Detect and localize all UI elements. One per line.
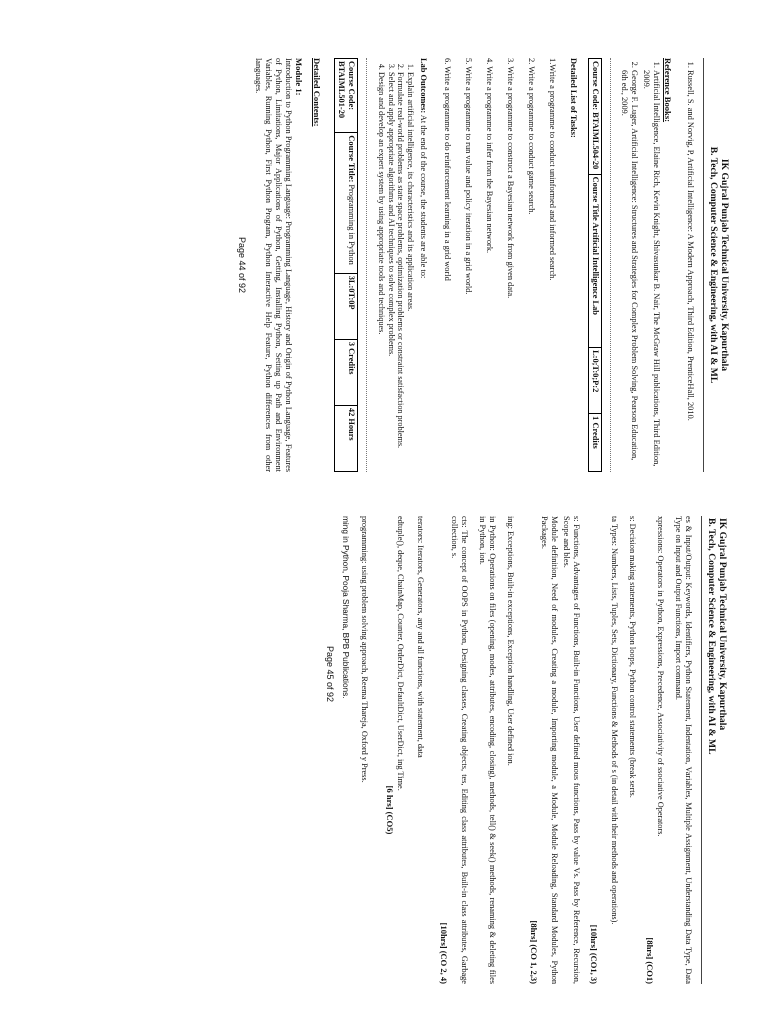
module-1-text: Introduction to Python Programming Language: Programming Language, History and Origin of Python Language, Features of Python, Limitations, Major Applications of Python, Getting, Installing Python, Setting up Path and Environment Variables, Running Python, First Python Program, Python Interactive Help Feature, Python differences from other languages.	[254, 58, 294, 472]
reference-text: programming: using problem solving approach, Reema Thareja, Oxford y Press.	[360, 516, 369, 783]
lab-outcomes-text: At the end of the course, the students are able to:	[419, 114, 429, 279]
course-table-python	[334, 58, 357, 472]
ltp-cell: 3L:0T:0P	[335, 273, 357, 339]
task-item: 4. Write a programme to infer from the Bayesian network.	[485, 58, 495, 254]
reference-list-top	[685, 58, 695, 472]
page-number: Page 44 of 92	[237, 236, 248, 294]
ltp-cell: L:0;T:0;P:2	[589, 348, 602, 414]
header-rule	[703, 58, 704, 472]
course-title-value: Programming in Python	[346, 184, 356, 265]
reference-book-item: 2. George F. Luger, Artificial Intelligence: Structures and Strategies for Complex Problem Solving, Pearson Education, 6th ed., 2009.	[619, 70, 639, 472]
page-number: Page 45 of 92	[325, 646, 335, 703]
module-1-heading: Module 1:	[294, 58, 305, 96]
reference-books-list	[619, 58, 661, 472]
module-text: terators: Iterators, Generators, any and all functions, with statement, data	[416, 516, 425, 758]
course-title-label: Course Title:	[346, 135, 356, 183]
module-text: s: Decision making statements, Python loops, Python control statements (break serts.	[628, 516, 637, 798]
module-text: edtuple(), deque, ChainMap, Counter, OrderDict, DefaultDict, UserDict, ing Time.	[396, 516, 405, 791]
course-table-ai-lab	[588, 58, 602, 472]
course-title-cell	[335, 133, 357, 273]
credits-cell: 3 Credits	[335, 339, 357, 405]
page-header	[706, 516, 728, 984]
reference-text: ming in Python, Pooja Sharma, BPB Publications.	[341, 516, 351, 699]
hours-label: [8hrs] (CO1)	[645, 937, 655, 984]
program-name: B. Tech, Computer Science & Engineering, with AI & ML	[706, 518, 717, 755]
lab-outcomes-intro	[418, 58, 428, 472]
lab-outcome-item: 4. Design and develop an expert system by using appropriate tools and techniques.	[377, 72, 387, 472]
module-text: es & Input/Output: Keywords, Identifiers, Python Statement, Indentation, Variables, Multiple Assignment, Understanding Data Type, Data Type on Input and Output Functions, Import command.	[674, 516, 693, 984]
task-item: 1.Write a programme to conduct uninformed and informed search.	[548, 58, 558, 281]
course-code-cell: Course Code: BTAIML501-20	[335, 59, 357, 133]
module-text: cts: The concept of OOPS in Python, Designing classes, Creating objects, tes, Editing class attributes, Built-in class attributes, Garbage collection, s.	[450, 516, 469, 984]
module-text: ing: Exceptions, Built-in exceptions, Exception handling, User defined ion.	[506, 516, 515, 766]
detailed-contents-heading: Detailed Contents:	[312, 58, 323, 127]
page-45-content	[0, 512, 766, 1024]
credits-cell: 1 Credits	[589, 414, 602, 472]
university-name: IK Gujral Punjab Technical University, Kapurthala	[719, 158, 730, 372]
section-divider	[610, 58, 611, 472]
reference-item: 1. Russell, S. and Norvig, P, Artificial Intelligence: A Modern Approach, Third Edition, PrenticeHall, 2010.	[685, 70, 695, 472]
hours-label: [6 hrs] (CO5)	[385, 785, 395, 835]
course-title-cell: Course Title Artificial Intelligence Lab	[589, 174, 602, 347]
module-text: s: Functions, Advantages of Functions, Built-in Functions, User defined mous functions, Pass by value Vs. Pass by Reference, Recursion, Scope and bles.	[562, 516, 581, 984]
module-text: ta Types: Numbers, Lists, Tuples, Sets, Dictionary, Functions & Methods of s (in detail with their methods and operations).	[610, 516, 619, 925]
lab-outcomes-heading: Lab Outcomes:	[419, 58, 429, 114]
task-item: 6. Write a programme to do reinforcement learning in a grid world	[443, 58, 453, 281]
course-code-cell: Course Code: BTAIML504-20	[589, 59, 602, 175]
hours-label: [10hrs] (CO1, 3)	[589, 924, 599, 984]
module-text: Module definition, Need of modules, Creating a module, Importing module, a Module, Module Reloading, Standard Modules, Python Packages.	[540, 516, 559, 984]
module-text: xpressions: Operators in Python, Expressions, Precedence, Associativity of ssociative Operators.	[656, 516, 665, 837]
section-divider	[366, 58, 367, 472]
task-item: 2. Write a programme to conduct game search.	[527, 58, 537, 215]
tasks-heading: Detailed List of Tasks:	[569, 58, 579, 138]
university-name: IK Gujral Punjab Technical University, Kapurthala	[717, 518, 728, 731]
reference-books-heading: Reference Books:	[662, 58, 673, 123]
header-rule	[701, 516, 702, 984]
page-header	[708, 58, 730, 472]
hours-label: [10hrs] (CO 2, 4)	[439, 922, 449, 984]
reference-book-item: 1. Artificial Intelligence, Elaine Rich, Kevin Knight, Shivasunkar B. Nair, The McGraw Hill publications, Third Edition, 2009.	[640, 70, 660, 472]
lab-outcome-item: 2. Formulate real-world problems as state space problems, optimization problems or constraint satisfaction problems.	[396, 72, 406, 472]
task-item: 5. Write a programme to run value and policy iteration in a grid world.	[464, 58, 474, 295]
task-item: 3. Write a programme to construct a Bayesian network from given data.	[506, 58, 516, 299]
lab-outcome-item: 1. Explain artificial intelligence, its characteristics and its application areas.	[405, 72, 415, 472]
module-text: in Python: Operations on files (opening, modes, attributes, encoding, closing), methods, tell() & seek() methods, renaming & deleting files in Python, ion.	[478, 516, 497, 984]
page-45	[0, 512, 768, 1024]
hours-cell: 42 Hours	[335, 405, 357, 471]
hours-label: [8hrs] (CO 1, 2,3)	[529, 920, 539, 984]
lab-outcome-item: 3. Select and apply appropriate algorithms and AI techniques to solve complex problems.	[386, 72, 396, 472]
program-name: B. Tech, Computer Science & Engineering, with AI & ML	[708, 146, 719, 384]
lab-outcomes-list	[377, 58, 415, 472]
